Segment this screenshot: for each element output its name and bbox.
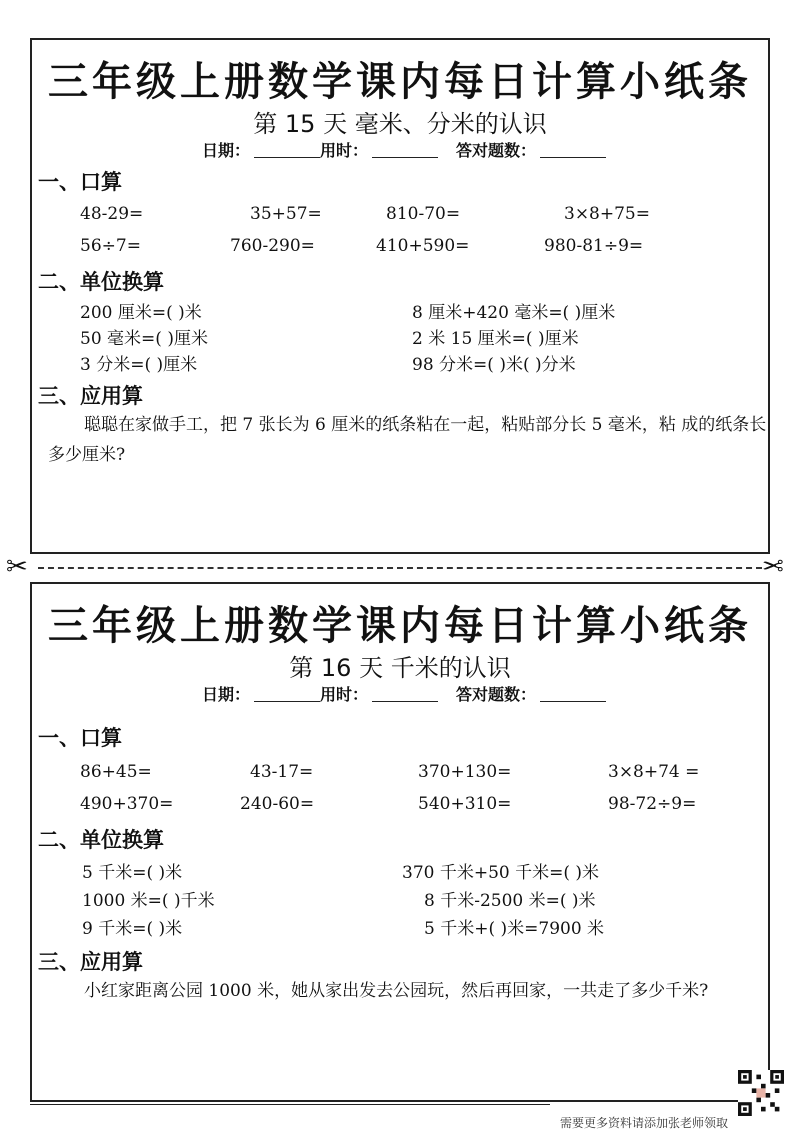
cut-line [38, 567, 762, 569]
oral-item: 370+130= [418, 762, 512, 782]
oral-item: 3×8+74 = [608, 762, 700, 782]
time-field[interactable] [320, 138, 438, 161]
word-problem-text: 小红家距离公园 1000 米，她从家出发去公园玩，然后再回家，一共走了多少千米? [84, 981, 709, 1001]
word-problem [48, 410, 768, 470]
conversion-item: 9 千米=( )米 [82, 919, 183, 939]
score-field[interactable] [456, 138, 606, 161]
oral-item: 760-290= [230, 236, 315, 256]
conversion-item: 5 千米=( )米 [82, 863, 183, 883]
date-label: 日期： [202, 685, 251, 704]
score-label: 答对题数： [456, 685, 537, 704]
word-problem-text: 聪聪在家做手工，把 7 张长为 6 厘米的纸条粘在一起，粘贴部分长 5 毫米，粘 成的纸条长多少厘米? [48, 415, 767, 465]
time-blank[interactable] [372, 143, 438, 158]
date-field[interactable] [202, 138, 320, 161]
oral-item: 540+310= [418, 794, 512, 814]
worksheet-day-15 [30, 38, 770, 554]
score-blank[interactable] [540, 687, 606, 702]
section-conversion: 二、单位换算 [38, 270, 164, 294]
score-blank[interactable] [540, 143, 606, 158]
date-label: 日期： [202, 141, 251, 160]
worksheet-day-16 [30, 582, 770, 1102]
worksheet-title: 三年级上册数学课内每日计算小纸条 [48, 603, 752, 649]
oral-item: 48-29= [80, 204, 144, 224]
conversion-item: 370 千米+50 千米=( )米 [402, 863, 600, 883]
word-problem [48, 976, 768, 1006]
footer-note: 需要更多资料请添加张老师领取 [560, 1116, 729, 1130]
conversion-item: 98 分米=( )米( )分米 [412, 355, 576, 375]
section-oral: 一、口算 [38, 170, 122, 194]
oral-item: 86+45= [80, 762, 152, 782]
conversion-item: 5 千米+( )米=7900 米 [424, 919, 605, 939]
worksheet-subtitle: 第 16 天 千米的认识 [289, 654, 511, 682]
oral-item: 56÷7= [80, 236, 141, 256]
date-blank[interactable] [254, 143, 320, 158]
conversion-item: 2 米 15 厘米=( )厘米 [412, 329, 579, 349]
oral-item: 980-81÷9= [544, 236, 644, 256]
date-field[interactable] [202, 682, 320, 705]
scissors-icon: ✂ [762, 552, 784, 582]
time-label: 用时： [320, 685, 369, 704]
score-field[interactable] [456, 682, 606, 705]
conversion-item: 50 毫米=( )厘米 [80, 329, 208, 349]
conversion-item: 1000 米=( )千米 [82, 891, 215, 911]
section-application: 三、应用算 [38, 950, 143, 974]
oral-item: 410+590= [376, 236, 470, 256]
time-label: 用时： [320, 141, 369, 160]
time-field[interactable] [320, 682, 438, 705]
oral-item: 810-70= [386, 204, 461, 224]
worksheet-title: 三年级上册数学课内每日计算小纸条 [48, 59, 752, 105]
conversion-item: 3 分米=( )厘米 [80, 355, 198, 375]
score-label: 答对题数： [456, 141, 537, 160]
oral-item: 3×8+75= [564, 204, 650, 224]
oral-item: 98-72÷9= [608, 794, 697, 814]
scissors-icon: ✂ [6, 552, 28, 582]
oral-item: 35+57= [250, 204, 322, 224]
worksheet-subtitle: 第 15 天 毫米、分米的认识 [253, 110, 547, 138]
conversion-item: 200 厘米=( )米 [80, 303, 202, 323]
section-oral: 一、口算 [38, 726, 122, 750]
conversion-item: 8 千米-2500 米=( )米 [424, 891, 596, 911]
conversion-item: 8 厘米+420 毫米=( )厘米 [412, 303, 616, 323]
section-conversion: 二、单位换算 [38, 828, 164, 852]
date-blank[interactable] [254, 687, 320, 702]
footer-divider [30, 1104, 550, 1105]
time-blank[interactable] [372, 687, 438, 702]
oral-item: 490+370= [80, 794, 174, 814]
qr-code-icon[interactable] [738, 1070, 784, 1116]
oral-item: 43-17= [250, 762, 314, 782]
oral-item: 240-60= [240, 794, 315, 814]
section-application: 三、应用算 [38, 384, 143, 408]
